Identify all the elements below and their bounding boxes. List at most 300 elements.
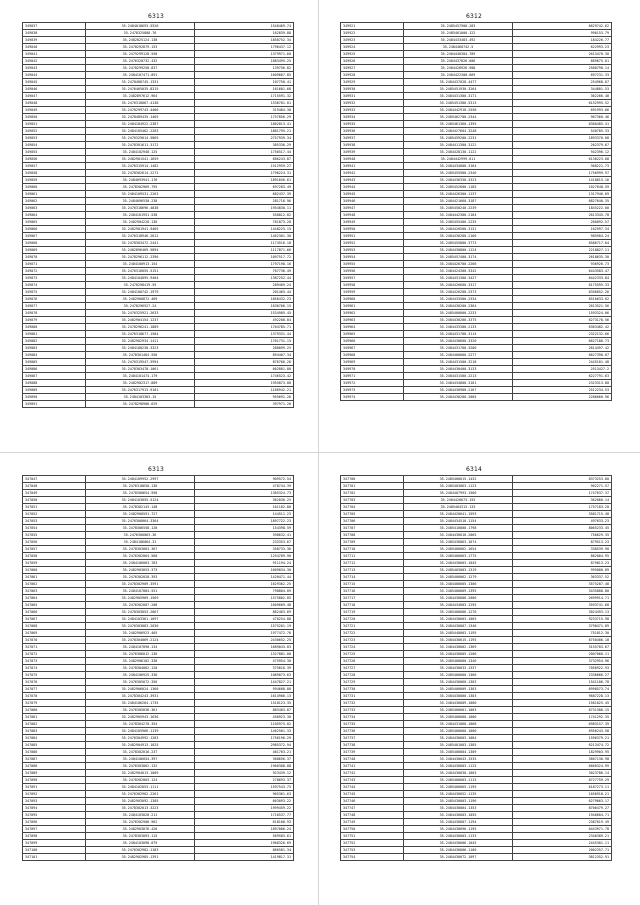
table-row (23, 819, 294, 826)
cell-coordinate-y: 478744.39 (195, 483, 294, 490)
cell-coordinate-y: 1597543.75 (195, 784, 294, 791)
table-row (23, 476, 294, 483)
table-row (23, 345, 294, 352)
cell-point-id: 347101 (23, 854, 86, 861)
cell-point-id: 349043 (23, 65, 86, 72)
cell-point-id: 347705 (341, 511, 404, 518)
cell-coordinate-x: 35.2484422300.669 (404, 72, 513, 79)
cell-point-id: 349067 (23, 233, 86, 240)
data-table (22, 475, 294, 861)
cell-coordinate-x: 35.2484100913.154 (86, 261, 195, 268)
table-row (23, 742, 294, 749)
cell-coordinate-y: 767736.49 (195, 268, 294, 275)
cell-coordinate-y: 363337.52 (513, 574, 612, 581)
cell-coordinate-y: 398632.41 (195, 532, 294, 539)
table-row (341, 504, 612, 511)
cell-point-id: 347082 (23, 721, 86, 728)
cell-coordinate-x: 35.2485451300.5313 (404, 100, 513, 107)
cell-coordinate-x: 35.2484430003.1084 (404, 735, 513, 742)
cell-point-id: 347051 (23, 504, 86, 511)
table-row (23, 261, 294, 268)
cell-coordinate-x: 35.2484431700.3200 (404, 345, 513, 352)
cell-coordinate-x: 35.2476319547.5994 (86, 359, 195, 366)
table-row (341, 840, 612, 847)
cell-coordinate-y: 3667130.98 (513, 756, 612, 763)
cell-coordinate-y: 618100.93 (195, 819, 294, 826)
cell-coordinate-x: 35.2484433500.2334 (404, 296, 513, 303)
table-title: 6313 (147, 466, 165, 473)
cell-point-id: 349946 (341, 198, 404, 205)
cell-point-id: 347750 (341, 826, 404, 833)
cell-coordinate-x: 35.2484430003.1065 (404, 616, 513, 623)
cell-coordinate-x: 35.2476302028.393 (86, 574, 195, 581)
table-row (23, 609, 294, 616)
cell-coordinate-y: 1746523.42 (195, 373, 294, 380)
cell-point-id: 347086 (23, 749, 86, 756)
cell-coordinate-x: 35.2484093941.176 (86, 177, 195, 184)
cell-coordinate-x: 35.2485455400.2235 (404, 219, 513, 226)
cell-coordinate-x: 35.2484107084.551 (86, 588, 195, 595)
cell-point-id: 347708 (341, 532, 404, 539)
cell-coordinate-y: 569583.61 (195, 833, 294, 840)
cell-point-id: 347703 (341, 497, 404, 504)
cell-coordinate-y: 1861795.21 (195, 128, 294, 135)
cell-point-id: 349939 (341, 149, 404, 156)
cell-coordinate-x: 35.2484109531.2263 (86, 191, 195, 198)
cell-point-id: 347058 (23, 553, 86, 560)
cell-point-id: 347730 (341, 686, 404, 693)
cell-coordinate-y: 3435808.80 (513, 588, 612, 595)
cell-point-id: 349044 (23, 72, 86, 79)
cell-coordinate-x: 35.2476303062.132 (86, 763, 195, 770)
cell-coordinate-x: 35.2478304062.120 (86, 665, 195, 672)
cell-coordinate-y: 262379.67 (513, 142, 612, 149)
cell-coordinate-y: 6175595.33 (513, 282, 612, 289)
cell-point-id: 349088 (23, 380, 86, 387)
cell-coordinate-y: 1575802.05 (195, 595, 294, 602)
cell-coordinate-x: 35.2484430007.1194 (404, 819, 513, 826)
cell-point-id: 349046 (23, 86, 86, 93)
cell-point-id: 347751 (341, 833, 404, 840)
cell-point-id: 349962 (341, 310, 404, 317)
cell-point-id: 349956 (341, 268, 404, 275)
cell-point-id: 349971 (341, 373, 404, 380)
cell-coordinate-x: 35.2476300063.36 (86, 532, 195, 539)
cell-coordinate-y: 6443583.47 (513, 268, 612, 275)
cell-coordinate-x: 35.2478302016.237 (86, 749, 195, 756)
cell-point-id: 349087 (23, 373, 86, 380)
table-row (23, 511, 294, 518)
cell-coordinate-y: 2580798.14 (513, 65, 612, 72)
cell-coordinate-y: 470254.88 (195, 616, 294, 623)
cell-point-id: 349072 (23, 268, 86, 275)
table-row (341, 324, 612, 331)
table-row (341, 149, 612, 156)
cell-point-id: 347087 (23, 756, 86, 763)
cell-coordinate-y: 1960308.88 (195, 763, 294, 770)
cell-coordinate-x: 35.2478292879.153 (86, 44, 195, 51)
cell-coordinate-x: 35.2484434000.3101 (404, 380, 513, 387)
cell-coordinate-x: 35.2482896469.5894 (86, 247, 195, 254)
cell-coordinate-x: 35.2484430004.1353 (404, 805, 513, 812)
table-row (341, 819, 612, 826)
cell-point-id: 347068 (23, 623, 86, 630)
cell-coordinate-x: 35.2485430063.1674 (404, 539, 513, 546)
table-row (341, 142, 612, 149)
cell-coordinate-y: 2346389.21 (513, 833, 612, 840)
cell-coordinate-x: 35.2484184922.2387 (86, 121, 195, 128)
cell-point-id: 349065 (23, 219, 86, 226)
cell-coordinate-x: 35.2485403003.1319 (404, 567, 513, 574)
table-row (23, 553, 294, 560)
cell-coordinate-x: 35.2484106063.763 (86, 560, 195, 567)
cell-point-id: 349038 (23, 30, 86, 37)
cell-point-id: 347727 (341, 665, 404, 672)
cell-coordinate-x: 35.2485403063.1123 (404, 483, 513, 490)
cell-coordinate-x: 35.2484102948.125 (86, 149, 195, 156)
table-row (23, 86, 294, 93)
cell-point-id: 349041 (23, 51, 86, 58)
cell-point-id: 349932 (341, 100, 404, 107)
cell-coordinate-x: 35.2484407993.1566 (404, 490, 513, 497)
cell-coordinate-y: 2613470.30 (513, 51, 612, 58)
cell-coordinate-y: 1117871.66 (195, 247, 294, 254)
table-row (341, 212, 612, 219)
cell-coordinate-y: 3593741.68 (513, 602, 612, 609)
table-row (23, 394, 294, 401)
table-row (341, 380, 612, 387)
cell-coordinate-x: 35.2478302969.795 (86, 184, 195, 191)
cell-point-id: 349082 (23, 338, 86, 345)
cell-coordinate-x: 35.2484430800.1124 (404, 247, 513, 254)
cell-point-id: 349952 (341, 240, 404, 247)
cell-coordinate-y: 1955873.08 (195, 380, 294, 387)
table-row (23, 707, 294, 714)
cell-coordinate-y: 1845222.00 (513, 205, 612, 212)
cell-coordinate-y: 358733.36 (195, 546, 294, 553)
cell-coordinate-y: 450923.30 (195, 714, 294, 721)
cell-coordinate-x: 35.2484411300.3122 (404, 142, 513, 149)
table-row (341, 777, 612, 784)
cell-coordinate-y: 2512234.53 (513, 387, 612, 394)
table-row (341, 476, 612, 483)
table-row (341, 693, 612, 700)
table-row (23, 44, 294, 51)
cell-point-id: 347722 (341, 630, 404, 637)
cell-coordinate-y: 319484.30 (195, 107, 294, 114)
cell-coordinate-x: 35.2476315914.1402 (86, 163, 195, 170)
cell-point-id: 349076 (23, 296, 86, 303)
cell-point-id: 347710 (341, 546, 404, 553)
cell-coordinate-y: 1797198.16 (195, 261, 294, 268)
cell-coordinate-y: 1747637.37 (513, 490, 612, 497)
cell-point-id: 349084 (23, 352, 86, 359)
cell-coordinate-y: 883403.87 (195, 707, 294, 714)
cell-coordinate-y: 2445101.48 (513, 359, 612, 366)
cell-coordinate-y: 876766.26 (195, 359, 294, 366)
cell-point-id: 347743 (341, 777, 404, 784)
cell-coordinate-x: 35.2484420500.3131 (404, 226, 513, 233)
cell-coordinate-x: 35.2478298906.629 (86, 401, 195, 408)
cell-point-id: 347056 (23, 539, 86, 546)
cell-coordinate-x: 35.2484101474.179 (86, 373, 195, 380)
cell-coordinate-x: 35.2476302007.208 (86, 602, 195, 609)
table-title: 6313 (147, 13, 165, 20)
cell-coordinate-y: 2387619.49 (513, 819, 612, 826)
cell-point-id: 349054 (23, 142, 86, 149)
cell-coordinate-y: 6983157.39 (513, 721, 612, 728)
cell-coordinate-y: 375616.39 (195, 665, 294, 672)
cell-coordinate-y: 1756196.29 (195, 735, 294, 742)
cell-coordinate-x: 35.2484103055.5124 (86, 497, 195, 504)
cell-coordinate-y: 1891656.61 (195, 177, 294, 184)
cell-point-id: 347702 (341, 490, 404, 497)
cell-point-id: 347065 (23, 602, 86, 609)
table-row (23, 58, 294, 65)
cell-coordinate-x: 35.2476306012.136 (86, 651, 195, 658)
cell-coordinate-x: 35.2478306558.128 (86, 525, 195, 532)
table-row (341, 338, 612, 345)
table-row (341, 226, 612, 233)
cell-point-id: 347095 (23, 812, 86, 819)
cell-point-id: 347735 (341, 721, 404, 728)
cell-coordinate-y: 923439.12 (195, 770, 294, 777)
cell-point-id: 347096 (23, 819, 86, 826)
cell-point-id: 347075 (23, 672, 86, 679)
table-row (23, 567, 294, 574)
table-row (23, 854, 294, 861)
cell-point-id: 347074 (23, 665, 86, 672)
cell-coordinate-x: 35.2484431700.3114 (404, 331, 513, 338)
cell-point-id: 349967 (341, 345, 404, 352)
cell-point-id: 347078 (23, 693, 86, 700)
table-row (341, 525, 612, 532)
cell-coordinate-y: 397971.28 (195, 401, 294, 408)
cell-point-id: 349073 (23, 275, 86, 282)
table-row (341, 177, 612, 184)
cell-coordinate-x: 35.2484430003.1125 (404, 763, 513, 770)
cell-point-id: 349039 (23, 37, 86, 44)
table-row (341, 93, 612, 100)
cell-coordinate-x: 35.2484430033.1337 (404, 665, 513, 672)
cell-point-id: 347054 (23, 525, 86, 532)
cell-coordinate-x: 35.2485430003.1196 (404, 798, 513, 805)
cell-point-id: 347088 (23, 763, 86, 770)
table-row (23, 135, 294, 142)
cell-coordinate-y: 8706479.27 (513, 805, 612, 812)
cell-coordinate-y: 184226.77 (513, 37, 612, 44)
cell-point-id: 347050 (23, 497, 86, 504)
cell-coordinate-x: 35.2485400006.1276 (404, 609, 513, 616)
cell-point-id: 349063 (23, 205, 86, 212)
table-row (23, 352, 294, 359)
cell-coordinate-x: 35.2476302962.2261 (86, 791, 195, 798)
cell-coordinate-y: 2002357.71 (513, 847, 612, 854)
cell-coordinate-x: 35.2485400000.1006 (404, 714, 513, 721)
table-row (23, 380, 294, 387)
cell-point-id: 347711 (341, 553, 404, 560)
table-row (341, 637, 612, 644)
cell-coordinate-y: 2286660.96 (513, 394, 612, 401)
cell-point-id: 347731 (341, 693, 404, 700)
table-row (23, 525, 294, 532)
cell-coordinate-y: 3732954.96 (513, 658, 612, 665)
cell-coordinate-x: 35.2484430003.1055 (404, 812, 513, 819)
cell-point-id: 349944 (341, 184, 404, 191)
cell-coordinate-y: 9687228.13 (513, 693, 612, 700)
cell-coordinate-x: 35.2484430003.1133 (404, 833, 513, 840)
table-row (23, 114, 294, 121)
cell-coordinate-y: 1387252.44 (195, 275, 294, 282)
cell-coordinate-x: 35.2484430200.2166 (404, 233, 513, 240)
table-row (341, 707, 612, 714)
table-row (341, 700, 612, 707)
table-row (23, 602, 294, 609)
cell-coordinate-y: 6660324.99 (513, 763, 612, 770)
cell-coordinate-y: 955691.26 (195, 394, 294, 401)
cell-coordinate-y: 6627186.73 (513, 338, 612, 345)
table-row (23, 30, 294, 37)
table-row (23, 581, 294, 588)
table-row (23, 847, 294, 854)
cell-coordinate-x: 35.2484434510.1154 (404, 518, 513, 525)
table-row (23, 651, 294, 658)
cell-point-id: 347055 (23, 532, 86, 539)
table-row (23, 205, 294, 212)
cell-coordinate-y: 338539.90 (513, 546, 612, 553)
data-table (22, 22, 294, 408)
table-row (23, 518, 294, 525)
cell-coordinate-x: 35.2476318650.136 (86, 483, 195, 490)
table-row (23, 630, 294, 637)
cell-coordinate-y: 756629.35 (513, 532, 612, 539)
cell-coordinate-y: 6187273.11 (513, 784, 612, 791)
cell-coordinate-y: 2613345.78 (513, 212, 612, 219)
table-row (23, 840, 294, 847)
cell-coordinate-x: 35.2484421660.3187 (404, 198, 513, 205)
cell-coordinate-x: 35.2484431300.3171 (404, 93, 513, 100)
table-row (23, 254, 294, 261)
table-row (341, 289, 612, 296)
cell-point-id: 347048 (23, 483, 86, 490)
table-row (341, 588, 612, 595)
cell-coordinate-x: 35.2476465035.8315 (86, 86, 195, 93)
cell-coordinate-y: 6227791.63 (513, 373, 612, 380)
cell-point-id: 349056 (23, 156, 86, 163)
cell-coordinate-x: 35.2478302143.148 (86, 504, 195, 511)
cell-coordinate-x: 35.2476302908.962 (86, 819, 195, 826)
cell-coordinate-x: 35.2484426600.3317 (404, 282, 513, 289)
cell-coordinate-y: 1829903.95 (513, 749, 612, 756)
cell-coordinate-x: 35.2485404313.133 (404, 504, 513, 511)
cell-coordinate-y: 682437.39 (195, 191, 294, 198)
table-row (341, 770, 612, 777)
cell-point-id: 349091 (23, 401, 86, 408)
cell-coordinate-x: 35.2482900591.727 (86, 511, 195, 518)
cell-coordinate-x: 35.2478325808.76 (86, 30, 195, 37)
cell-point-id: 349081 (23, 331, 86, 338)
cell-coordinate-x: 35.2484430200.2364 (404, 303, 513, 310)
cell-coordinate-x: 35.2482904154.1237 (86, 317, 195, 324)
table-row (341, 791, 612, 798)
table-row (341, 658, 612, 665)
cell-point-id: 349089 (23, 387, 86, 394)
cell-point-id: 349057 (23, 163, 86, 170)
cell-coordinate-x: 35.2482904226.136 (86, 219, 195, 226)
cell-coordinate-x: 35.2485461360.1395 (404, 121, 513, 128)
table-row (23, 317, 294, 324)
cell-coordinate-y: 1448225.15 (195, 226, 294, 233)
table-row (23, 644, 294, 651)
cell-point-id: 349948 (341, 212, 404, 219)
table-title: 6314 (465, 466, 483, 473)
table-row (23, 497, 294, 504)
cell-point-id: 347714 (341, 574, 404, 581)
cell-coordinate-y: 1757183.20 (513, 504, 612, 511)
table-row (23, 777, 294, 784)
cell-coordinate-x: 35.2484430060.1303 (404, 679, 513, 686)
table-row (23, 170, 294, 177)
cell-point-id: 347740 (341, 756, 404, 763)
cell-coordinate-x: 35.2485400015.1432 (404, 476, 513, 483)
cell-coordinate-x: 35.2476300064.3364 (86, 518, 195, 525)
table-row (341, 345, 612, 352)
cell-coordinate-y: 1327881.00 (195, 651, 294, 658)
cell-coordinate-x: 35.2482904913.1025 (86, 742, 195, 749)
cell-coordinate-x: 35.2485451930.3264 (404, 86, 513, 93)
cell-coordinate-y: 697283.49 (195, 184, 294, 191)
cell-point-id: 347721 (341, 623, 404, 630)
table-row (341, 317, 612, 324)
cell-coordinate-x: 35.2484426300.1137 (404, 191, 513, 198)
table-row (23, 184, 294, 191)
cell-coordinate-y: 8373253.80 (513, 476, 612, 483)
cell-coordinate-x: 35.2485400000.2233 (404, 310, 513, 317)
cell-coordinate-y: 8727759.29 (513, 777, 612, 784)
cell-coordinate-x: 35.2478302909.3591 (86, 581, 195, 588)
cell-coordinate-y: 1741292.35 (513, 714, 612, 721)
cell-coordinate-x: 35.2482901541.1659 (86, 156, 195, 163)
cell-point-id: 347092 (23, 791, 86, 798)
cell-coordinate-y: 6516633.02 (513, 296, 612, 303)
cell-coordinate-x: 35.2484106064.31 (86, 539, 195, 546)
cell-point-id: 347717 (341, 595, 404, 602)
cell-point-id: 347736 (341, 728, 404, 735)
cell-coordinate-y: 385336.29 (195, 142, 294, 149)
cell-point-id: 349955 (341, 261, 404, 268)
cell-point-id: 347070 (23, 637, 86, 644)
cell-coordinate-x: 35.2478296241.1889 (86, 324, 195, 331)
cell-coordinate-x: 35.2485400009.1395 (404, 588, 513, 595)
cell-point-id: 349925 (341, 51, 404, 58)
cell-point-id: 349060 (23, 184, 86, 191)
table-row (23, 833, 294, 840)
cell-point-id: 349078 (23, 310, 86, 317)
cell-coordinate-y: 6360485.41 (513, 121, 612, 128)
table-title: 6312 (465, 13, 483, 20)
cell-coordinate-y: 1609669.48 (195, 602, 294, 609)
cell-coordinate-x: 35.2484430010.2065 (404, 532, 513, 539)
cell-coordinate-x: 35.2478304243.3931 (86, 693, 195, 700)
cell-coordinate-y: 1365324.73 (195, 490, 294, 497)
cell-coordinate-x: 35.2484434000.3164 (404, 163, 513, 170)
table-row (23, 163, 294, 170)
table-row (341, 121, 612, 128)
cell-point-id: 349933 (341, 107, 404, 114)
cell-coordinate-x: 35.2478302614.2272 (86, 170, 195, 177)
table-row (23, 212, 294, 219)
cell-coordinate-y: 894407.34 (195, 352, 294, 359)
